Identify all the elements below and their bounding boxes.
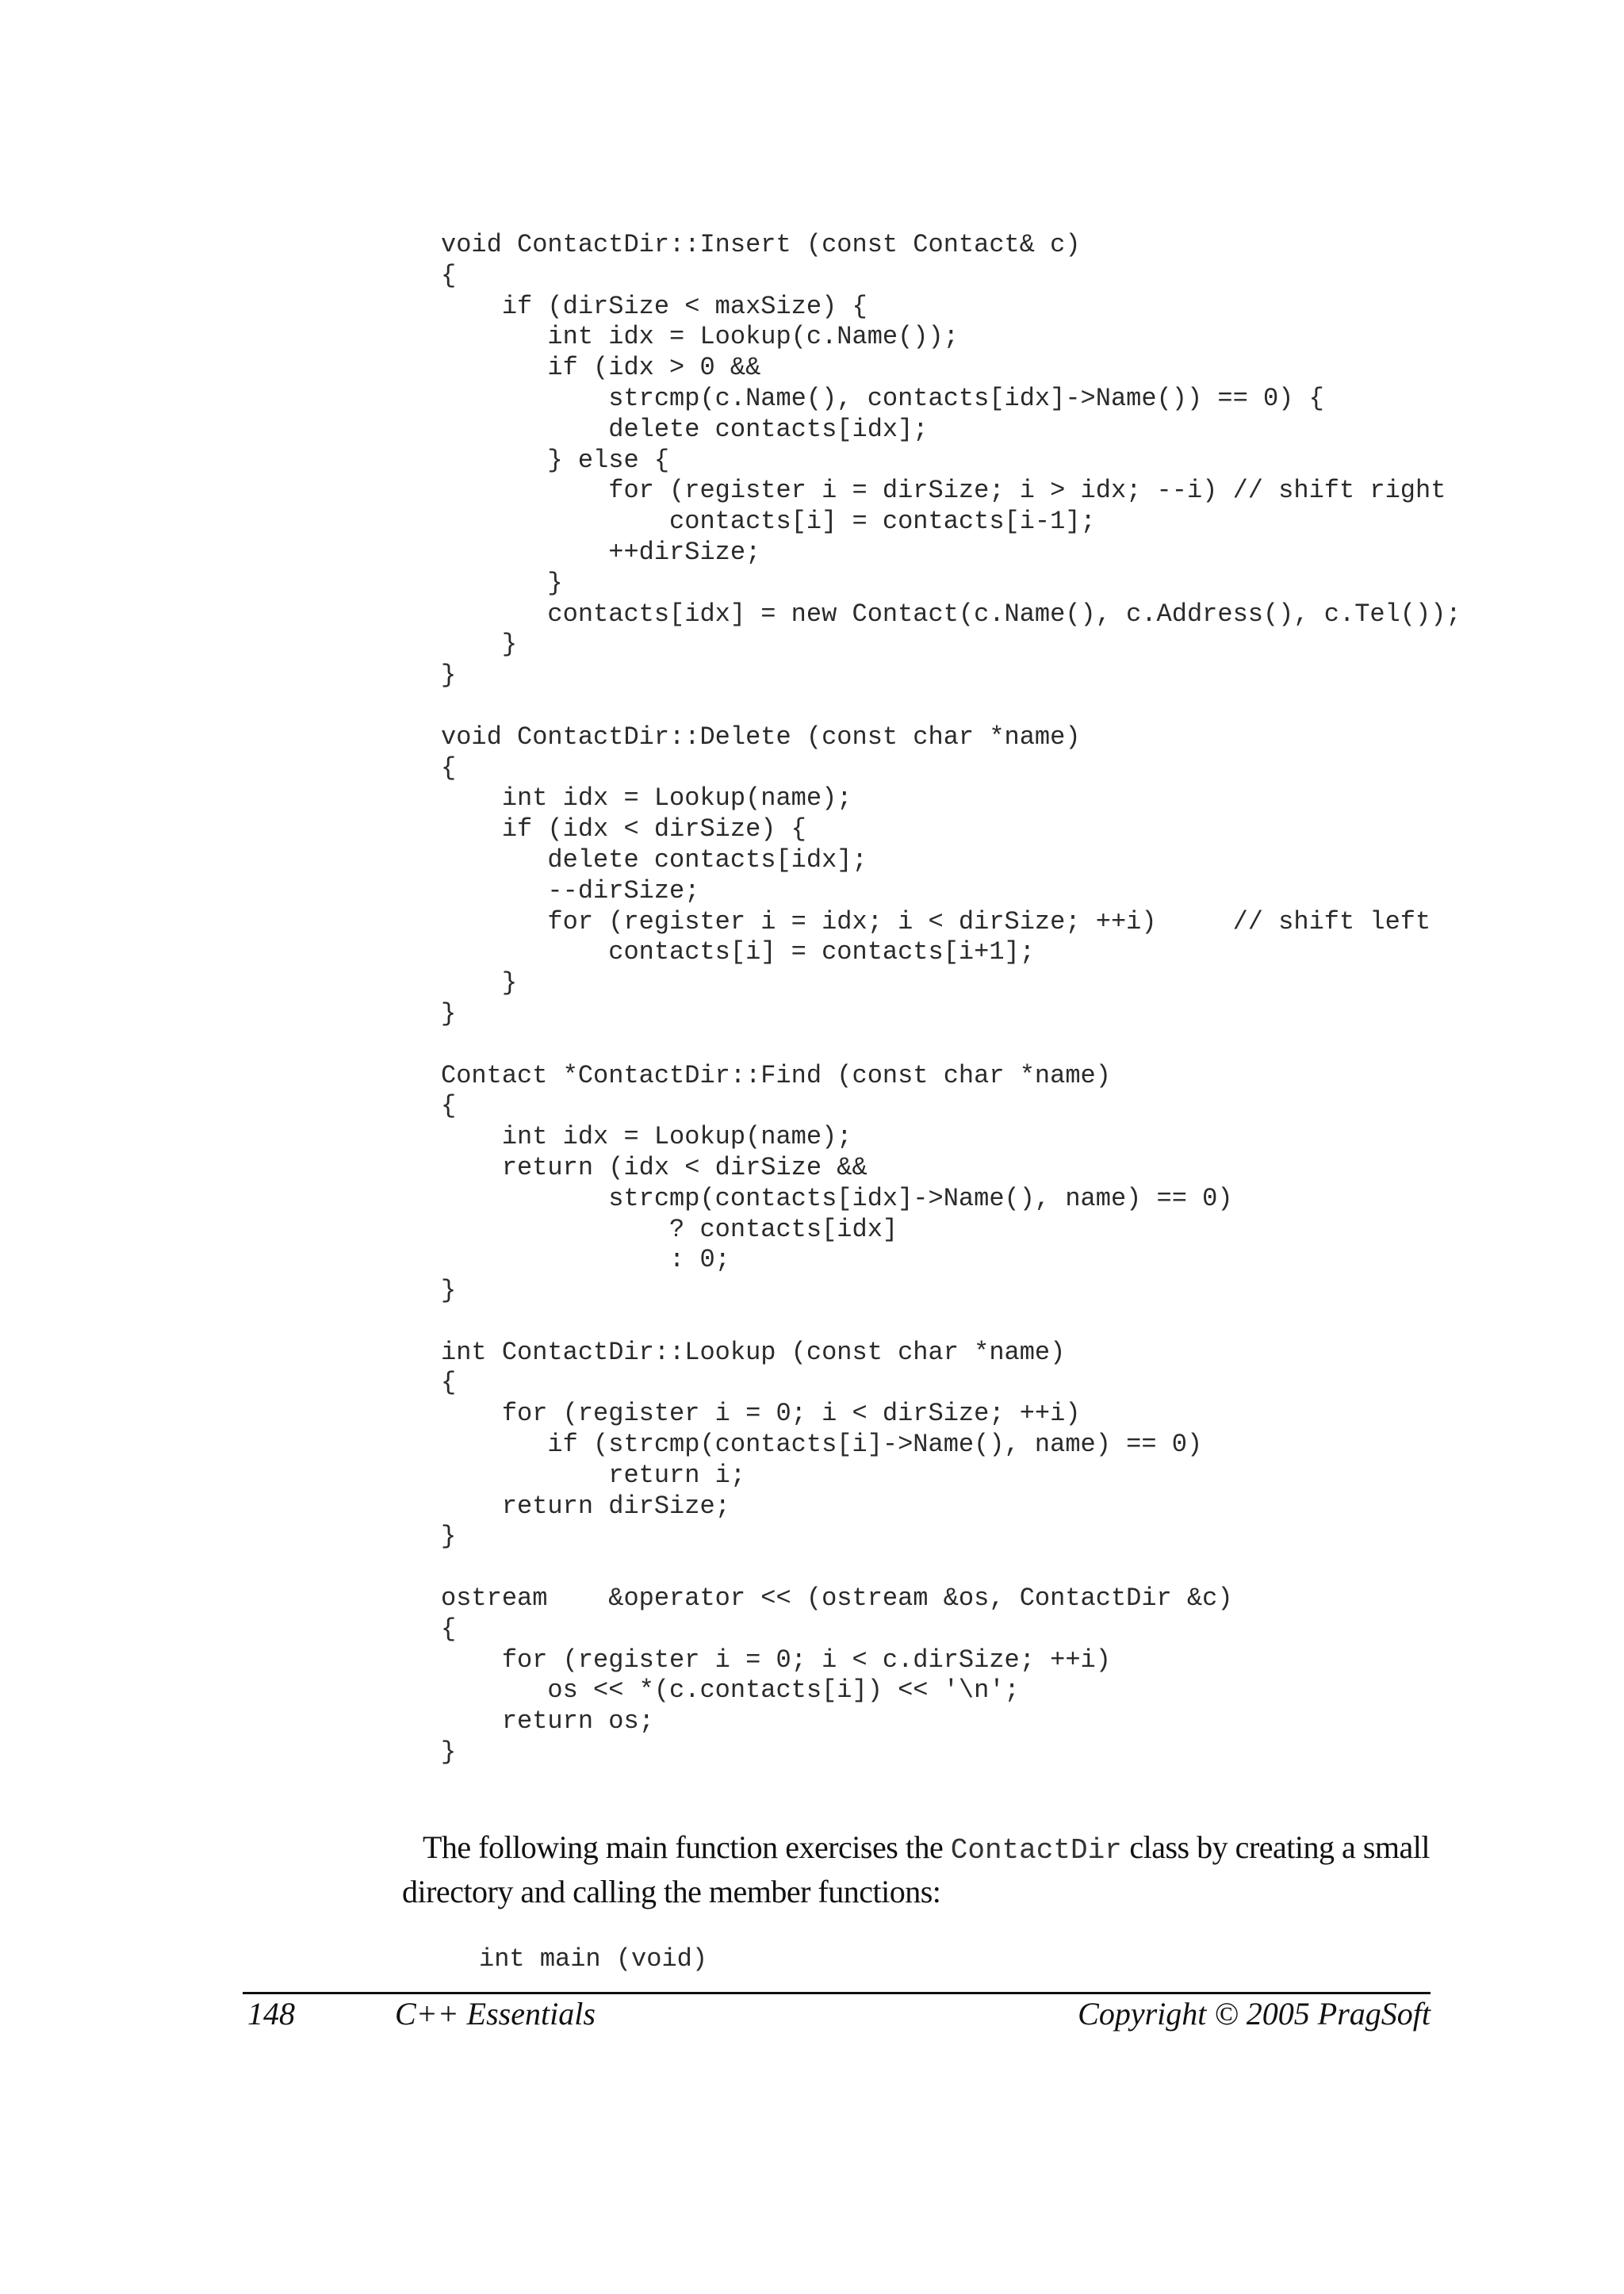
code-line: for (register i = idx; i < dirSize; ++i) // shift left <box>441 906 1431 936</box>
code-line: for (register i = 0; i < c.dirSize; ++i) <box>441 1645 1111 1675</box>
code-line: Contact *ContactDir::Find (const char *name) <box>441 1060 1111 1090</box>
page-footer <box>243 1993 1431 2035</box>
code-line: int idx = Lookup(name); <box>441 1122 852 1152</box>
code-line: return i; <box>441 1460 746 1490</box>
code-listing-continued <box>479 1944 707 1975</box>
code-line: { <box>441 1614 457 1644</box>
code-line: { <box>441 753 457 783</box>
code-line <box>441 691 1461 722</box>
code-line: } <box>441 661 457 691</box>
code-line: --dirSize; <box>441 875 700 906</box>
code-line: contacts[i] = contacts[i+1]; <box>441 937 1035 967</box>
paragraph-text-after: class by creating a small directory and calling the member functions: <box>402 1829 1431 1909</box>
code-line: contacts[idx] = new Contact(c.Name(), c.Address(), c.Tel()); <box>441 599 1461 629</box>
copyright-notice: Copyright © 2005 PragSoft <box>1078 1996 1431 2032</box>
code-line: if (idx < dirSize) { <box>441 814 806 844</box>
code-line: strcmp(c.Name(), contacts[idx]->Name()) == 0) { <box>441 383 1324 413</box>
code-line: return os; <box>441 1706 654 1737</box>
code-line: } <box>441 1737 457 1767</box>
code-line: } else { <box>441 445 670 475</box>
code-line: void ContactDir::Insert (const Contact& c) <box>441 230 1081 259</box>
code-line: { <box>441 260 457 290</box>
code-line: if (idx > 0 && <box>441 353 761 383</box>
code-line: ? contacts[idx] <box>441 1214 898 1244</box>
paragraph-text-before: The following main function exercises the <box>423 1829 951 1865</box>
code-line: : 0; <box>441 1245 730 1275</box>
code-line: if (strcmp(contacts[i]->Name(), name) == 0) <box>441 1430 1203 1460</box>
code-line: void ContactDir::Delete (const char *name) <box>441 722 1081 752</box>
code-line: contacts[i] = contacts[i-1]; <box>441 507 1096 537</box>
code-line: delete contacts[idx]; <box>441 844 868 875</box>
code-line: int idx = Lookup(name); <box>441 783 852 814</box>
code-line: int main (void) <box>479 1944 708 1974</box>
code-line <box>441 1307 1461 1338</box>
code-line: } <box>441 998 457 1028</box>
code-line: } <box>441 1522 457 1552</box>
code-line: ++dirSize; <box>441 537 761 567</box>
code-line <box>441 1030 1461 1061</box>
code-line: { <box>441 1368 457 1398</box>
code-line: int ContactDir::Lookup (const char *name) <box>441 1337 1066 1367</box>
code-line <box>441 1553 1461 1584</box>
code-line: } <box>441 1276 457 1306</box>
code-line: return (idx < dirSize && <box>441 1152 868 1182</box>
code-line: os << *(c.contacts[i]) << '\n'; <box>441 1676 1020 1706</box>
code-line: for (register i = 0; i < dirSize; ++i) <box>441 1399 1081 1429</box>
code-line: { <box>441 1091 457 1121</box>
code-line: int idx = Lookup(c.Name()); <box>441 322 959 352</box>
code-line: } <box>441 968 518 998</box>
code-line: ostream &operator << (ostream &os, ContactDir &c) <box>441 1584 1233 1614</box>
book-title: C++ Essentials <box>395 1996 596 2032</box>
inline-code-class-name: ContactDir <box>950 1834 1122 1867</box>
code-line: for (register i = dirSize; i > idx; --i) // shift right <box>441 476 1446 506</box>
body-paragraph <box>402 1827 1430 1913</box>
code-line: } <box>441 568 563 598</box>
page-number: 148 <box>247 1996 295 2032</box>
code-line: } <box>441 630 518 660</box>
code-line: return dirSize; <box>441 1491 730 1521</box>
code-line: strcmp(contacts[idx]->Name(), name) == 0) <box>441 1183 1233 1213</box>
code-listing <box>441 230 1461 1768</box>
code-line: if (dirSize < maxSize) { <box>441 291 868 321</box>
code-line: delete contacts[idx]; <box>441 414 929 444</box>
